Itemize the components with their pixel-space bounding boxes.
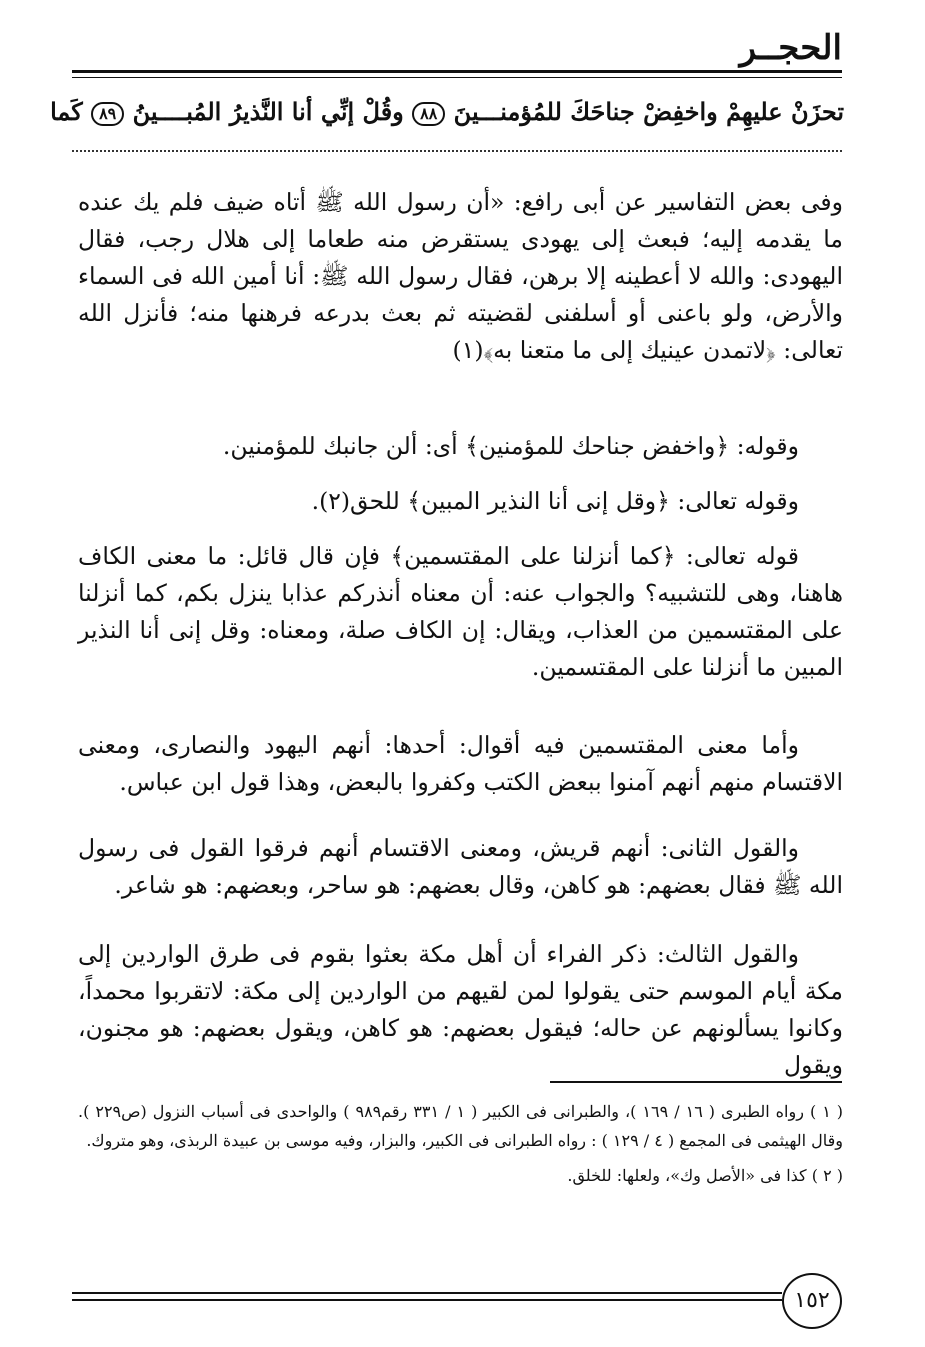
paragraph-5: وأما معنى المقتسمين فيه أقوال: أحدها: أنهم اليهود والنصارى، ومعنى الاقتسام منهم أنهم آمنوا ببعض الكتب وكفروا بالبعض، وهذا قول ابن عباس.	[78, 731, 843, 796]
paragraph-3: وقوله تعالى: ﴿وقل إنى أنا النذير المبين﴾ للحق(٢).	[311, 487, 799, 515]
verse-number-88: ٨٨	[412, 102, 445, 126]
verse-text-middle: وقُلْ إنِّي أنا النَّذيرُ المُبــــينُ	[132, 97, 404, 126]
verse-number-89: ٨٩	[91, 102, 124, 126]
verse-text-end: كَما	[50, 97, 83, 126]
verse-text-start: تحزَنْ عليهِمْ واخفِضْ جناحَكَ للمُؤمنـــينَ	[453, 97, 844, 126]
footnote-separator	[550, 1081, 842, 1083]
quran-verse-line	[50, 90, 844, 134]
footnotes	[78, 1097, 843, 1190]
paragraph-4: قوله تعالى: ﴿كما أنزلنا على المقتسمين﴾ فإن قال قائل: ما معنى الكاف هاهنا، وهى للتشبيه؟ والجواب عنه: أن معناه أنذركم عذابا ينزل بكم، كما أنزلنا على المقتسمين من العذاب، ويقال: إن الكاف صلة، ومعناه: وقل إنى أنا النذير المبين ما أنزلنا على المقتسمين.	[78, 542, 843, 681]
paragraph-6: والقول الثانى: أنهم قريش، ومعنى الاقتسام أنهم فرقوا القول فى رسول الله ﷺ فقال بعضهم: هو كاهن، وقال بعضهم: هو ساحر، وبعضهم: هو شاعر.	[78, 834, 843, 899]
paragraph-2: وقوله: ﴿واخفض جناحك للمؤمنين﴾ أى: ألن جانبك للمؤمنين.	[222, 432, 799, 460]
header-rule-bottom	[72, 77, 842, 78]
paragraph-7: والقول الثالث: ذكر الفراء أن أهل مكة بعثوا بقوم فى طرق الواردين إلى مكة أيام الموسم حتى يقولوا لمن لقيهم من الواردين إلى مكة: لاتقربوا محمداً، وكانوا يسألونهم عن حاله؛ فيقول بعضهم: هو كاهن، ويقول بعضهم: هو مجنون، ويقول	[78, 940, 843, 1079]
footnote-1: ( ١ ) رواه الطبرى ( ١٦ / ١٦٩ )، والطبرانى فى الكبير ( ١ / ٣٣١ رقم٩٨٩ ) والواحدى فى أسباب النزول (ص٢٢٩ ). وقال الهيثمى فى المجمع ( ٤ / ١٢٩ ) : رواه الطبرانى فى الكبير، والبزار، وفيه موسى بن عبيدة الربذى، وهو متروك.	[78, 1102, 844, 1150]
footer-rule-bottom	[72, 1299, 782, 1301]
page-number: ١٥٢	[782, 1273, 842, 1329]
verse-divider	[72, 150, 842, 152]
paragraph-1: وفى بعض التفاسير عن أبى رافع: «أن رسول الله ﷺ أتاه ضيف فلم يك عنده ما يقدمه إليه؛ فبعث إلى يهودى يستقرض منه طعاما إلى هلال رجب، فقال اليهودى: والله لا أعطينه إلا برهن، فقال رسول الله ﷺ: أنا أمين الله فى السماء والأرض، ولو باعنى أو أسلفنى لقضيته ثم بعث بدرعه فرهنها منه؛ فأنزل الله تعالى: ﴿لاتمدن عينيك إلى ما متعنا به﴾(١)	[78, 188, 843, 364]
surah-title: الحجــر	[739, 28, 842, 68]
footnote-2: ( ٢ ) كذا فى «الأصل وك»، ولعلها: للخلق.	[567, 1166, 843, 1185]
footer-rule-top	[72, 1292, 782, 1294]
header-rule-top	[72, 70, 842, 73]
